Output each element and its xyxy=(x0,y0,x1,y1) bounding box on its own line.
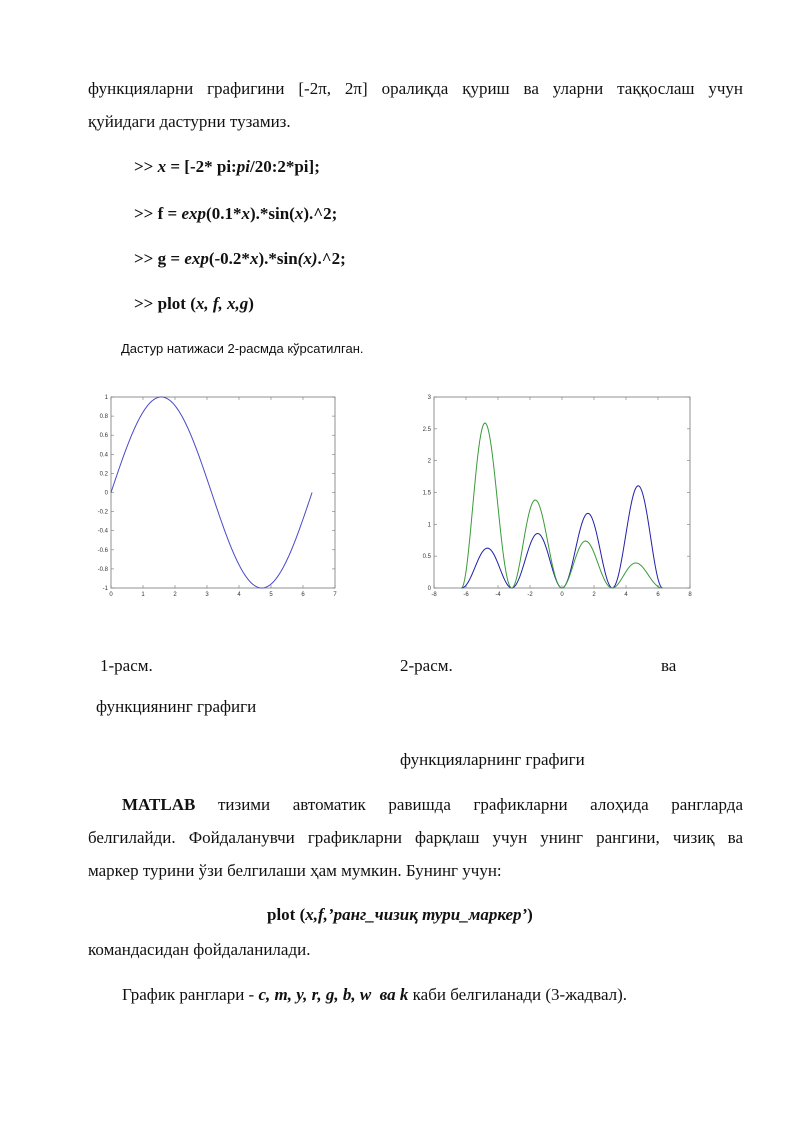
x-tick-label: 5 xyxy=(269,592,273,598)
y-tick-label: 2.5 xyxy=(422,426,431,433)
x-tick-label: -2 xyxy=(527,592,533,598)
code-line-1: >> x = [-2* pi:pi/20:2*pi]; xyxy=(134,157,320,176)
y-tick-label: 3 xyxy=(427,395,431,401)
x-tick-label: 6 xyxy=(656,592,660,598)
y-tick-label: 0 xyxy=(427,586,431,592)
x-tick-label: 2 xyxy=(592,592,596,598)
y-tick-label: -0.4 xyxy=(97,528,108,535)
figure-2-caption: 2-расм. xyxy=(400,656,453,675)
y-tick-label: -0.8 xyxy=(97,566,108,573)
para-line-1: MATLAB тизими автоматик равишда графикларни алоҳида рангларда xyxy=(122,795,743,814)
para-line-2: белгилайди. Фойдаланувчи графикларни фарқлаш учун унинг рангини, чизиқ ва xyxy=(88,828,743,847)
colors-line: График ранглари - c, m, y, r, g, b, w ва k каби белгиланади (3-жадвал). xyxy=(122,985,628,1004)
x-tick-label: 7 xyxy=(333,592,337,598)
y-tick-label: 0.6 xyxy=(99,433,108,440)
y-tick-label: 0.8 xyxy=(99,414,108,421)
y-tick-label: 2 xyxy=(427,458,431,465)
code-line-3: >> g = exp(-0.2*x).*sin(x).^2; xyxy=(134,249,346,268)
y-tick-label: -1 xyxy=(102,586,108,592)
x-tick-label: 8 xyxy=(688,592,692,598)
plot-command: plot (x,f,’ранг_чизиқ тури_маркер’) xyxy=(267,905,533,924)
x-tick-label: -6 xyxy=(463,592,469,598)
y-tick-label: 0.5 xyxy=(422,554,431,561)
result-note: Дастур натижаси 2-расмда кўрсатилган. xyxy=(121,341,364,356)
intro-line-2: қуйидаги дастурни тузамиз. xyxy=(88,112,291,131)
y-tick-label: 1 xyxy=(104,395,108,401)
x-tick-label: 4 xyxy=(624,592,628,598)
para-line-3: маркер турини ўзи белгилаши ҳам мумкин. Бунинг учун: xyxy=(88,861,502,880)
y-tick-label: -0.6 xyxy=(97,547,108,554)
y-tick-label: -0.2 xyxy=(97,509,108,516)
x-tick-label: 6 xyxy=(301,592,305,598)
x-tick-label: 0 xyxy=(560,592,564,598)
y-tick-label: 0.2 xyxy=(99,471,108,478)
x-tick-label: -4 xyxy=(495,592,501,598)
x-tick-label: 4 xyxy=(237,592,241,598)
intro-line-1: функцияларни графигини [-2π, 2π] оралиқда қуриш ва уларни таққослаш учун xyxy=(88,79,743,98)
caption-and: ва xyxy=(661,656,677,675)
figure-1-description: функциянинг графиги xyxy=(96,697,257,716)
x-tick-label: 3 xyxy=(205,592,209,598)
figure-2-functions-plot xyxy=(416,388,696,602)
code-line-4: >> plot (x, f, x,g) xyxy=(134,294,254,313)
y-tick-label: 0 xyxy=(104,490,108,497)
x-tick-label: 0 xyxy=(109,592,113,598)
y-tick-label: 1 xyxy=(427,522,431,529)
code-line-2: >> f = exp(0.1*x).*sin(x).^2; xyxy=(134,204,338,223)
x-tick-label: 1 xyxy=(141,592,145,598)
command-used: командасидан фойдаланилади. xyxy=(88,940,311,959)
figure-1-caption: 1-расм. xyxy=(100,656,153,675)
figure-1-sine-plot xyxy=(96,388,346,602)
y-tick-label: 0.4 xyxy=(99,452,108,459)
figure-2-description: функцияларнинг графиги xyxy=(400,750,585,769)
y-tick-label: 1.5 xyxy=(422,490,431,497)
x-tick-label: -8 xyxy=(431,592,437,598)
x-tick-label: 2 xyxy=(173,592,177,598)
